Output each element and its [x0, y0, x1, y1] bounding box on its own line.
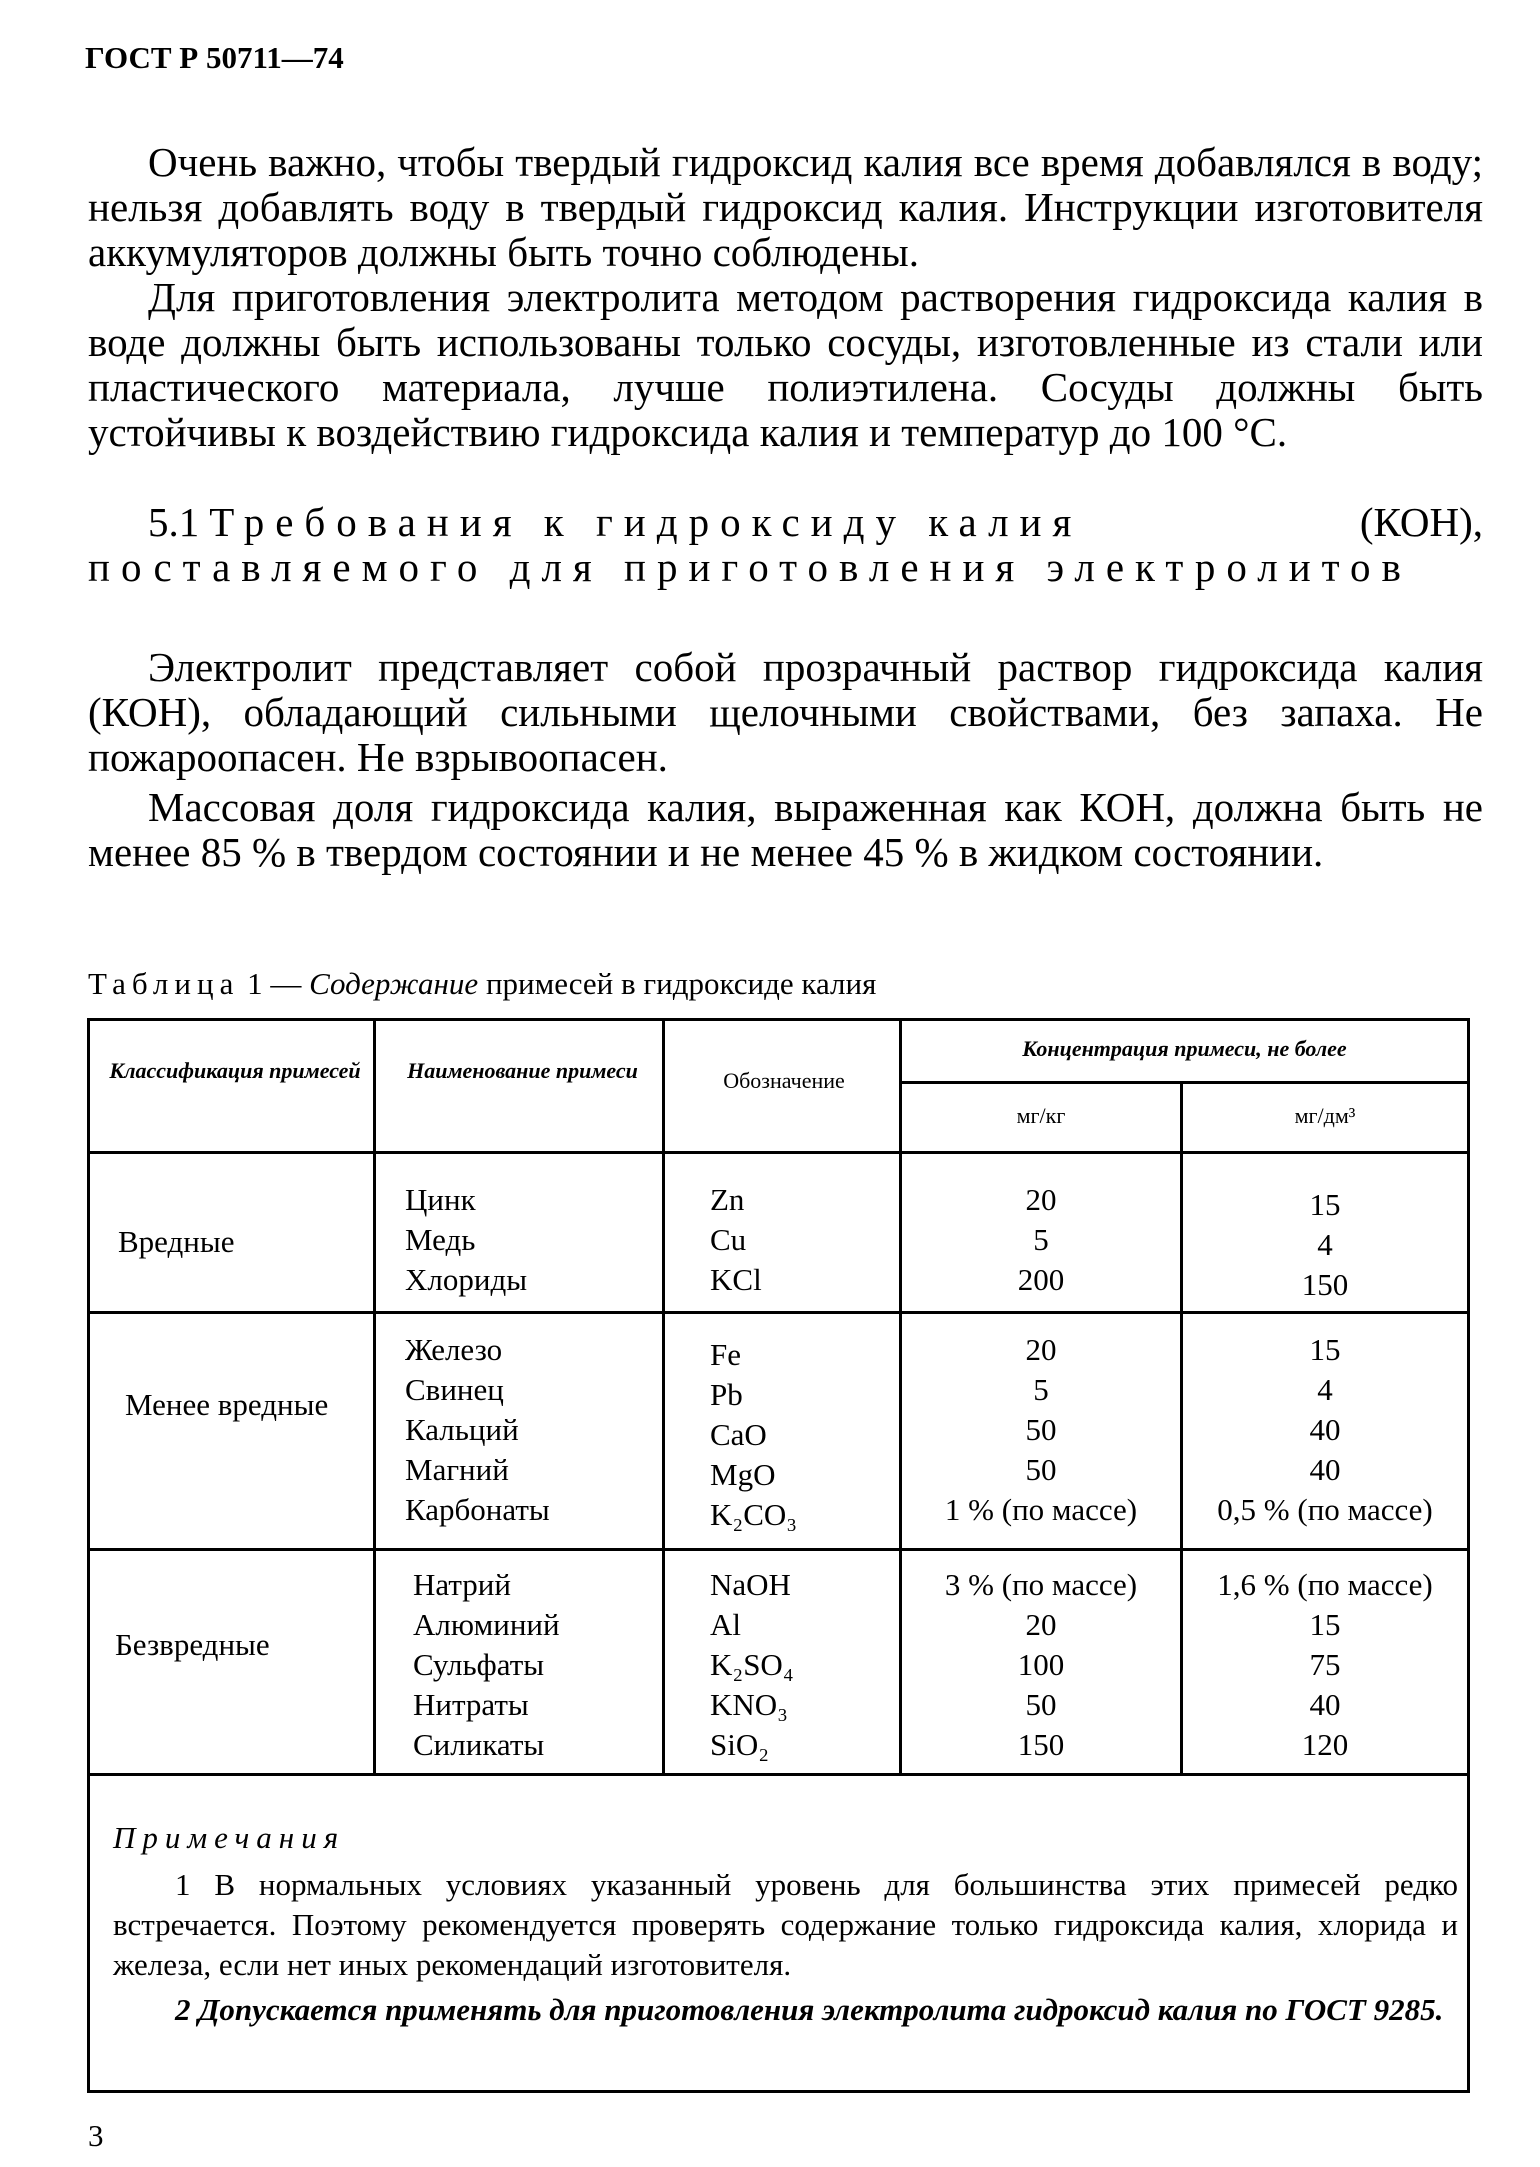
note-2: 2 Допускается применять для приготовления электролита гидроксид калия по ГОСТ 9285. [175, 1992, 1444, 2027]
mgdm3-harmless [1183, 1565, 1467, 1765]
impurity-symbol: KNO₃ [710, 1687, 788, 1722]
impurity-name: Хлориды [405, 1262, 528, 1297]
impurity-name: Силикаты [413, 1727, 545, 1762]
impurity-name: Алюминий [413, 1607, 560, 1642]
caption-number: 1 [247, 966, 263, 1001]
paragraph-3: Электролит представляет собой прозрачный раствор гидроксида калия (КОН), обладающий сильными щелочными свойствами, без запаха. Не пожароопасен. Не взрывоопасен. [88, 644, 1483, 780]
impurity-symbol: Fe [710, 1337, 741, 1372]
mgdm3-value: 40 [1309, 1687, 1341, 1722]
header-concentration: Концентрация примеси, не более [1022, 1036, 1347, 1061]
mgdm3-value: 1,6 % (по массе) [1217, 1567, 1433, 1602]
section-title-formula: (КОН), [1359, 499, 1483, 545]
mgkg-value: 20 [1025, 1182, 1057, 1217]
impurity-name: Железо [405, 1332, 503, 1367]
impurity-name: Кальций [405, 1412, 519, 1447]
impurity-symbol: K₂SO₄ [710, 1647, 794, 1682]
mgdm3-value: 40 [1309, 1452, 1341, 1487]
impurity-symbol: Pb [710, 1377, 743, 1412]
caption-italic: Содержание [309, 966, 479, 1001]
mgkg-value: 20 [1025, 1607, 1057, 1642]
section-number: 5.1 [148, 499, 200, 545]
note-1: 1 В нормальных условиях указанный уровень для большинства этих примесей редко встречается. Поэтому рекомендуется проверять содержание только гидроксида калия, хлорида и железа, если нет иных рекомендаций изготовителя. [113, 1867, 1458, 1982]
mgkg-value: 20 [1025, 1332, 1057, 1367]
impurity-symbol: Cu [710, 1222, 747, 1257]
mgkg-value: 50 [1025, 1687, 1057, 1722]
notes-title: Примечания [113, 1820, 346, 1855]
header-symbol: Обозначение [723, 1068, 845, 1093]
mgdm3-less-harmful [1183, 1330, 1467, 1530]
symbols-harmless [710, 1565, 890, 1765]
paragraph-4: Массовая доля гидроксида калия, выраженная как КОН, должна быть не менее 85 % в твердом состоянии и не менее 45 % в жидком состоянии. [88, 784, 1483, 875]
names-harmful [405, 1180, 655, 1300]
impurity-name: Нитраты [413, 1687, 529, 1722]
table-rule [902, 1081, 1467, 1084]
classification-harmless: Безвредные [115, 1627, 270, 1662]
mgdm3-value: 15 [1309, 1332, 1341, 1367]
impurity-symbol: SiO₂ [710, 1727, 770, 1762]
symbols-harmful [710, 1180, 890, 1300]
table-divider [373, 1021, 376, 1773]
impurity-name: Карбонаты [405, 1492, 550, 1527]
mgdm3-value: 15 [1309, 1187, 1341, 1222]
mgdm3-value: 4 [1317, 1227, 1333, 1262]
page-number: 3 [88, 2118, 104, 2153]
mgdm3-harmful [1183, 1185, 1467, 1305]
mgkg-harmful [902, 1180, 1180, 1300]
document-header: ГОСТ Р 50711—74 [85, 40, 344, 75]
impurity-symbol: MgO [710, 1457, 776, 1492]
section-title-part2: поставляемого для приготовления электролитов [88, 544, 1412, 590]
header-mg-kg: мг/кг [1016, 1103, 1066, 1128]
table-rule [90, 1548, 1467, 1551]
symbols-less-harmful [710, 1335, 890, 1535]
classification-harmful: Вредные [118, 1224, 235, 1259]
mgkg-value: 1 % (по массе) [944, 1492, 1138, 1527]
impurity-symbol: Al [710, 1607, 741, 1642]
table-caption [88, 966, 876, 1002]
mgkg-value: 100 [1017, 1647, 1065, 1682]
impurity-symbol: K₂CO₃ [710, 1497, 798, 1532]
impurity-name: Магний [405, 1452, 509, 1487]
mgkg-value: 5 [1033, 1372, 1049, 1407]
impurity-name: Свинец [405, 1372, 504, 1407]
impurity-symbol: Zn [710, 1182, 745, 1217]
mgdm3-value: 120 [1301, 1727, 1349, 1762]
impurity-name: Медь [405, 1222, 476, 1257]
impurity-symbol: CaO [710, 1417, 767, 1452]
header-classification: Классификация примесей [109, 1058, 361, 1083]
section-title-part1: Требования к гидроксиду калия [209, 499, 1083, 545]
mgdm3-value: 40 [1309, 1412, 1341, 1447]
mgkg-value: 50 [1025, 1452, 1057, 1487]
impurity-symbol: KCl [710, 1262, 762, 1297]
caption-rest: примесей в гидроксиде калия [485, 966, 877, 1001]
header-name: Наименование примеси [407, 1058, 638, 1083]
paragraph-1: Очень важно, чтобы твердый гидроксид калия все время добавлялся в воду; нельзя добавлять воду в твердый гидроксид калия. Инструкции изготовителя аккумуляторов должны быть точно соблюдены. [88, 139, 1483, 275]
mgdm3-value: 4 [1317, 1372, 1333, 1407]
impurity-name: Цинк [405, 1182, 476, 1217]
table-rule [90, 1773, 1467, 1776]
impurity-name: Сульфаты [413, 1647, 545, 1682]
names-harmless [413, 1565, 663, 1765]
mgkg-value: 150 [1017, 1727, 1065, 1762]
mgdm3-value: 0,5 % (по массе) [1217, 1492, 1433, 1527]
paragraph-2: Для приготовления электролита методом растворения гидроксида калия в воде должны быть использованы только сосуды, изготовленные из стали или пластического материала, лучше полиэтилена. Сосуды должны быть устойчивы к воздействию гидроксида калия и температур до 100 °С. [88, 274, 1483, 455]
header-mg-dm3: мг/дм³ [1294, 1103, 1356, 1128]
classification-less-harmful: Менее вредные [125, 1387, 329, 1422]
mgkg-value: 50 [1025, 1412, 1057, 1447]
mgkg-harmless [902, 1565, 1180, 1765]
section-heading [88, 500, 1483, 590]
caption-label: Таблица [88, 966, 240, 1001]
impurity-symbol: NaOH [710, 1567, 791, 1602]
impurity-name: Натрий [413, 1567, 511, 1602]
names-less-harmful [405, 1330, 655, 1530]
table-rule [90, 1151, 1467, 1154]
mgdm3-value: 15 [1309, 1607, 1341, 1642]
mgdm3-value: 75 [1309, 1647, 1341, 1682]
mgdm3-value: 150 [1301, 1267, 1349, 1302]
table-rule [90, 1311, 1467, 1314]
mgkg-value: 200 [1017, 1262, 1065, 1297]
mgkg-less-harmful [902, 1330, 1180, 1530]
mgkg-value: 3 % (по массе) [944, 1567, 1138, 1602]
caption-dash: — [270, 966, 302, 1001]
mgkg-value: 5 [1033, 1222, 1049, 1257]
